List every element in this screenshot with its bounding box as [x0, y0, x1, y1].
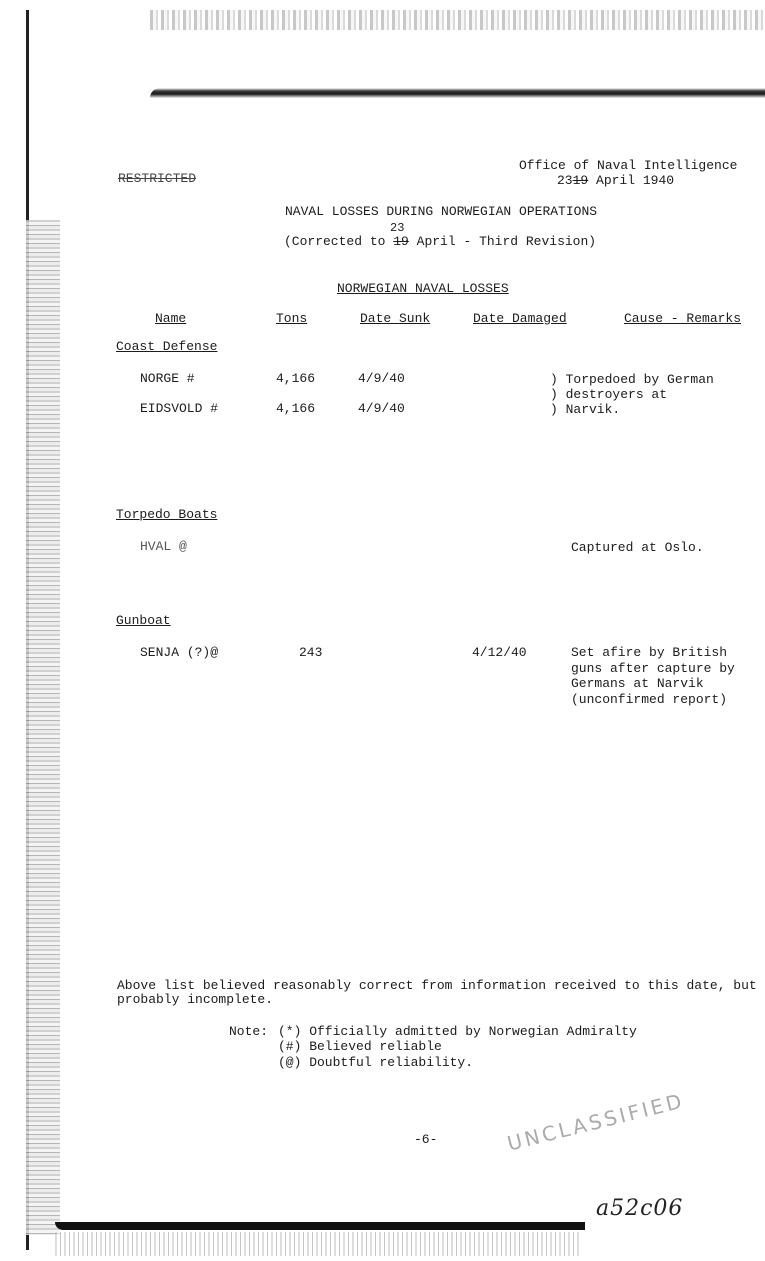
ship-cause: ) Torpedoed by German [550, 372, 714, 387]
page-top-edge [150, 88, 765, 98]
reliability-statement: Above list believed reasonably correct from information received to this date, but [117, 978, 757, 993]
page-number: -6- [414, 1132, 438, 1147]
ship-tons: 243 [299, 645, 323, 660]
ship-name: EIDSVOLD # [140, 401, 219, 416]
ship-date-sunk: 4/9/40 [358, 401, 405, 416]
scan-noise-left [26, 220, 60, 1235]
ship-tons: 4,166 [276, 401, 316, 416]
ship-cause: Set afire by British [571, 645, 728, 660]
handwritten-reference: a52c06 [596, 1196, 684, 1221]
revision-line: (Corrected to 19 April - Third Revision) [284, 234, 597, 249]
group-heading-gunboat: Gunboat [116, 613, 171, 628]
page-bottom-edge [55, 1222, 585, 1230]
col-header-date-sunk: Date Sunk [360, 311, 431, 326]
section-title: NORWEGIAN NAVAL LOSSES [337, 281, 509, 296]
corrected-day-inserted: 23 [390, 221, 405, 235]
office-name: Office of Naval Intelligence [519, 158, 738, 173]
col-header-cause: Cause - Remarks [624, 311, 742, 326]
reliability-statement-cont: probably incomplete. [117, 992, 274, 1007]
scan-noise-top [150, 10, 765, 30]
document-title: NAVAL LOSSES DURING NORWEGIAN OPERATIONS [285, 204, 598, 219]
note-item: (#) Believed reliable [278, 1039, 442, 1054]
ship-cause: (unconfirmed report) [571, 692, 728, 707]
ship-name: NORGE # [140, 371, 195, 386]
ship-cause: ) destroyers at [550, 387, 668, 402]
group-heading-torpedo-boats: Torpedo Boats [116, 507, 218, 522]
ship-date-damaged: 4/12/40 [472, 645, 527, 660]
group-heading-coast-defense: Coast Defense [116, 339, 218, 354]
header-date: 2319 April 1940 [557, 173, 675, 188]
declassification-stamp: UNCLASSIFIED [504, 1088, 687, 1156]
ship-cause: Germans at Narvik [571, 676, 704, 691]
note-label: Note: [229, 1024, 269, 1039]
ship-name: SENJA (?)@ [140, 645, 219, 660]
ship-tons: 4,166 [276, 371, 316, 386]
col-header-date-damaged: Date Damaged [473, 311, 567, 326]
ship-cause: Captured at Oslo. [571, 540, 704, 555]
col-header-name: Name [155, 311, 187, 326]
note-item: (*) Officially admitted by Norwegian Admiralty [278, 1024, 637, 1039]
col-header-tons: Tons [276, 311, 308, 326]
ship-date-sunk: 4/9/40 [358, 371, 405, 386]
ship-cause: guns after capture by [571, 661, 735, 676]
scan-noise-bottom [55, 1232, 580, 1256]
ship-cause: ) Narvik. [550, 402, 621, 417]
classification-mark: RESTRICTED [118, 171, 197, 186]
ship-name: HVAL @ [140, 539, 187, 554]
note-item: (@) Doubtful reliability. [278, 1055, 474, 1070]
